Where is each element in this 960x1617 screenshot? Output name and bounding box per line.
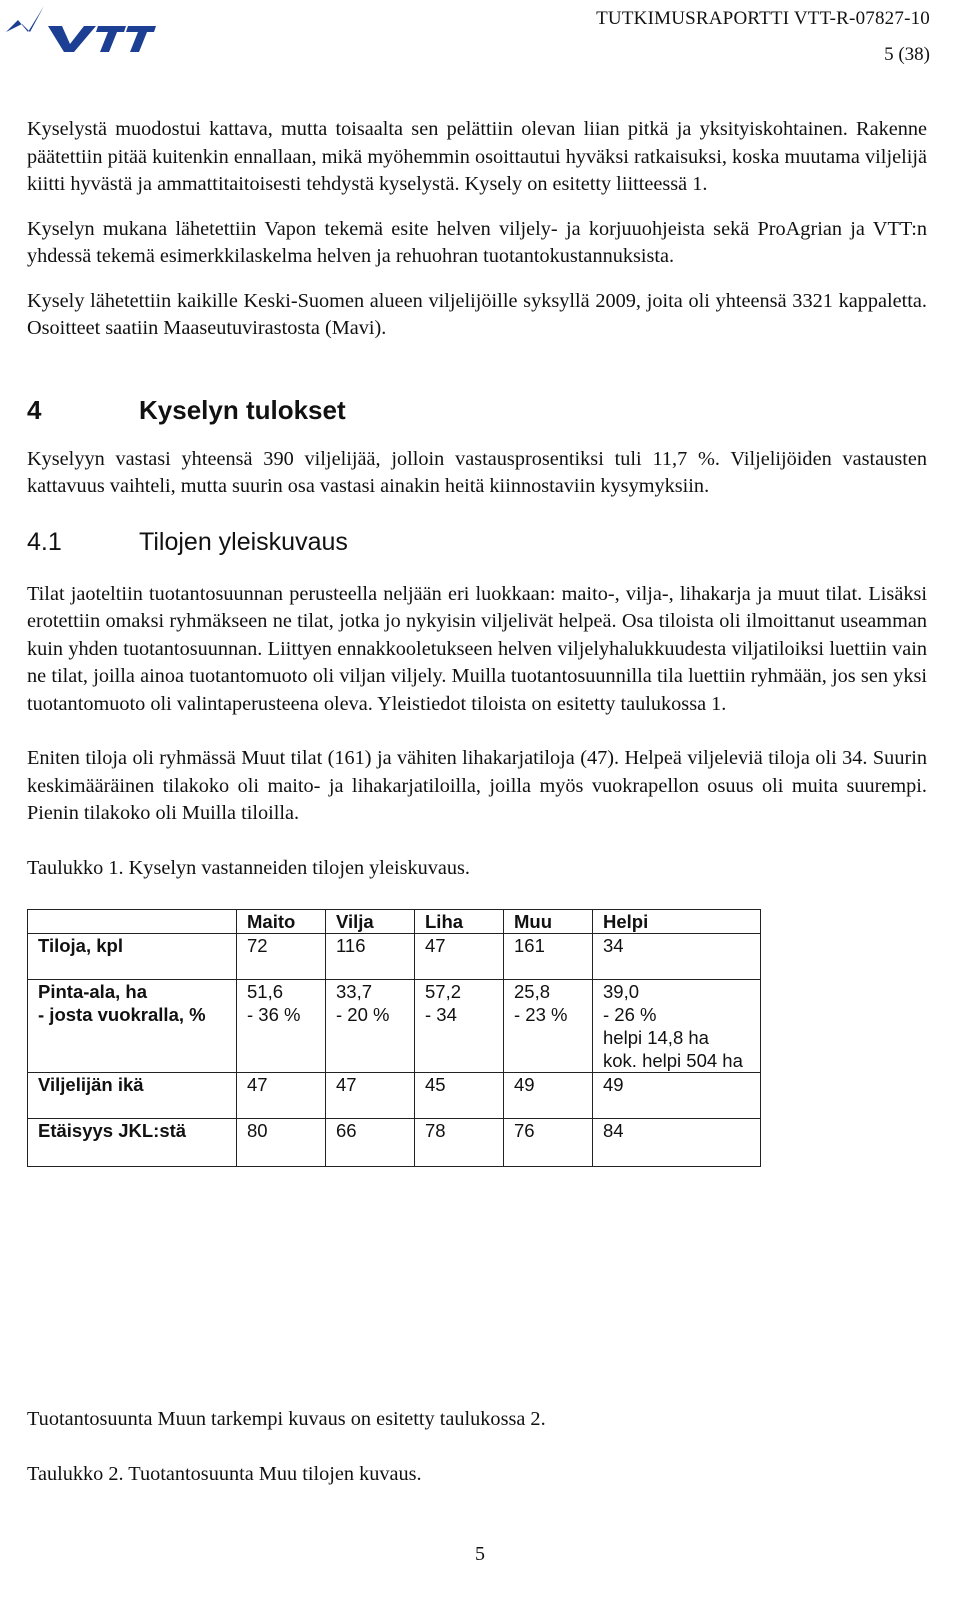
table-cell [504,934,593,980]
row-header [28,934,237,980]
page-number: 5 [475,1543,485,1565]
row-header-line: Etäisyys JKL:stä [38,1120,187,1141]
table-cell [593,934,761,980]
table-cell [326,980,415,1073]
row-header [28,1119,237,1167]
column-header: Muu [504,910,593,934]
paragraph-survey-distribution: Kysely lähetettiin kaikille Keski-Suomen alueen viljelijöille syksyllä 2009, joita oli yhteensä 3321 kappaletta. Osoitteet saatiin Maaseutuvirastosta (Mavi). [27,289,927,339]
cell-line: 49 [514,1074,535,1095]
table-cell [593,980,761,1073]
cell-line: 76 [514,1120,535,1141]
row-header-line: Tiloja, kpl [38,935,123,956]
cell-line: - 34 [425,1004,457,1025]
table-row [28,1119,761,1167]
row-header [28,1073,237,1119]
table-cell [237,1073,326,1119]
table-cell [504,1073,593,1119]
column-header: Liha [415,910,504,934]
cell-line: 47 [247,1074,268,1095]
cell-line: 80 [247,1120,268,1141]
row-header-line: Pinta-ala, ha [38,981,147,1002]
table-cell [593,1073,761,1119]
cell-line: helpi 14,8 ha [603,1027,709,1048]
cell-line: 47 [425,935,446,956]
column-header: Helpi [593,910,761,934]
paragraph-response-rate: Kyselyyn vastasi yhteensä 390 viljelijää, jolloin vastausprosentiksi tuli 11,7 %. Viljelijöiden vastausten kattavuus vaihteli, mutta suurin osa vastasi ainakin heitä kiinnostaviin kysymyksiin. [27,447,927,497]
table-cell [326,934,415,980]
paragraph-farm-counts: Eniten tiloja oli ryhmässä Muut tilat (161) ja vähiten lihakarjatiloja (47). Helpeä viljeleviä tiloja oli 34. Suurin keskimääräinen tilakoko oli maito- ja lihakarjatiloilla, joilla myös vuokrapellon osuus oli muita suurempi. Pienin tilakoko oli Muilla tiloilla. [27,747,927,824]
table-cell [504,980,593,1073]
table-cell [237,980,326,1073]
table-row [28,934,761,980]
table-cell [415,934,504,980]
cell-line: 47 [336,1074,357,1095]
column-header: Maito [237,910,326,934]
logo-letter-v [48,26,96,52]
table-row [28,980,761,1073]
page-content [27,116,927,1167]
table-cell [415,1119,504,1167]
table-cell [326,1073,415,1119]
cell-line: 161 [514,935,545,956]
paragraph-survey-scope: Kyselystä muodostui kattava, mutta toisaalta sen pelättiin olevan liian pitkä ja yksityiskohtainen. Rakenne päätettiin pitää kuitenkin ennallaan, mikä myöhemmin osoittautui hyväksi ratkaisuksi, koska muutama viljelijä kiitti hyvästä ja ammattitaitoisesti tehdystä kyselystä. Kysely on esitetty liitteessä 1. [27,118,927,195]
section-title: Kyselyn tulokset [139,394,346,425]
table-cell [326,1119,415,1167]
table-cell [415,980,504,1073]
report-id: TUTKIMUSRAPORTTI VTT-R-07827-10 [596,8,930,29]
table-cell [237,934,326,980]
table-cell [504,1119,593,1167]
table-row [28,1073,761,1119]
table-cell [415,1073,504,1119]
cell-line: 78 [425,1120,446,1141]
cell-line: - 36 % [247,1004,301,1025]
vtt-logo [4,2,156,54]
cell-line: - 23 % [514,1004,568,1025]
cell-line: 57,2 [425,981,462,1002]
subsection-heading-farm-overview [27,527,927,557]
table-cell [593,1119,761,1167]
cell-line: 116 [336,935,366,956]
row-header [28,980,237,1073]
section-heading-results [27,395,927,425]
cell-line: - 20 % [336,1004,390,1025]
paragraph-survey-attachments: Kyselyn mukana lähetettiin Vapon tekemä esite helven viljely- ja korjuuohjeista sekä ProAgrian ja VTT:n yhdessä tekemä esimerkkilaskelma helven ja rehuohran tuotantokustannuksista. [27,217,927,267]
subsection-title: Tilojen yleiskuvaus [139,527,348,556]
page-count: 5 (38) [884,44,930,65]
cell-line: - 26 % [603,1004,657,1025]
table-header-row [28,910,761,934]
logo-letter-t2 [126,26,156,52]
cell-line: 51,6 [247,981,284,1002]
cell-line: kok. helpi 504 ha [603,1050,743,1071]
cell-line: 34 [603,935,624,956]
logo-letter-t1 [96,26,126,52]
logo-mark [6,6,44,32]
paragraph-table2-reference: Tuotantosuunta Muun tarkempi kuvaus on esitetty taulukossa 2. [27,1408,546,1430]
table-cell [237,1119,326,1167]
farm-overview-table [27,909,761,1167]
paragraph-farm-classification: Tilat jaoteltiin tuotantosuunnan perusteella neljään eri luokkaan: maito-, vilja-, lihakarja ja muut tilat. Lisäksi erotettiin omaksi ryhmäkseen ne tilat, jotka jo nykyisin viljelivät helpeä. Osa tiloista oli ilmoittanut useamman kuin yhden tuotantosuunnan. Liittyen ennakkooletukseen helven viljelyhalukkuudesta viljatiloiksi luettiin vain ne tilat, joilla ainoa tuotantomuoto oli viljan viljely. Muilla tuotantosuunnilla tila luettiin ryhmään, jos sen yksi tuotantomuoto oli valintaperusteena oleva. Yleistiedot tiloista on esitetty taulukossa 1. [27,582,927,715]
cell-line: 45 [425,1074,446,1095]
cell-line: 33,7 [336,981,373,1002]
table2-caption: Taulukko 2. Tuotantosuunta Muu tilojen kuvaus. [27,1463,422,1485]
table1-caption: Taulukko 1. Kyselyn vastanneiden tilojen yleiskuvaus. [27,856,470,879]
cell-line: 25,8 [514,981,551,1002]
cell-line: 84 [603,1120,624,1141]
cell-line: 66 [336,1120,357,1141]
row-header-line: Viljelijän ikä [38,1074,144,1095]
row-header-line: - josta vuokralla, % [38,1004,206,1025]
subsection-number: 4.1 [27,527,62,556]
cell-line: 49 [603,1074,624,1095]
table-corner-cell [28,910,237,934]
cell-line: 39,0 [603,981,640,1002]
column-header: Vilja [326,910,415,934]
section-number: 4 [27,394,42,425]
cell-line: 72 [247,935,268,956]
